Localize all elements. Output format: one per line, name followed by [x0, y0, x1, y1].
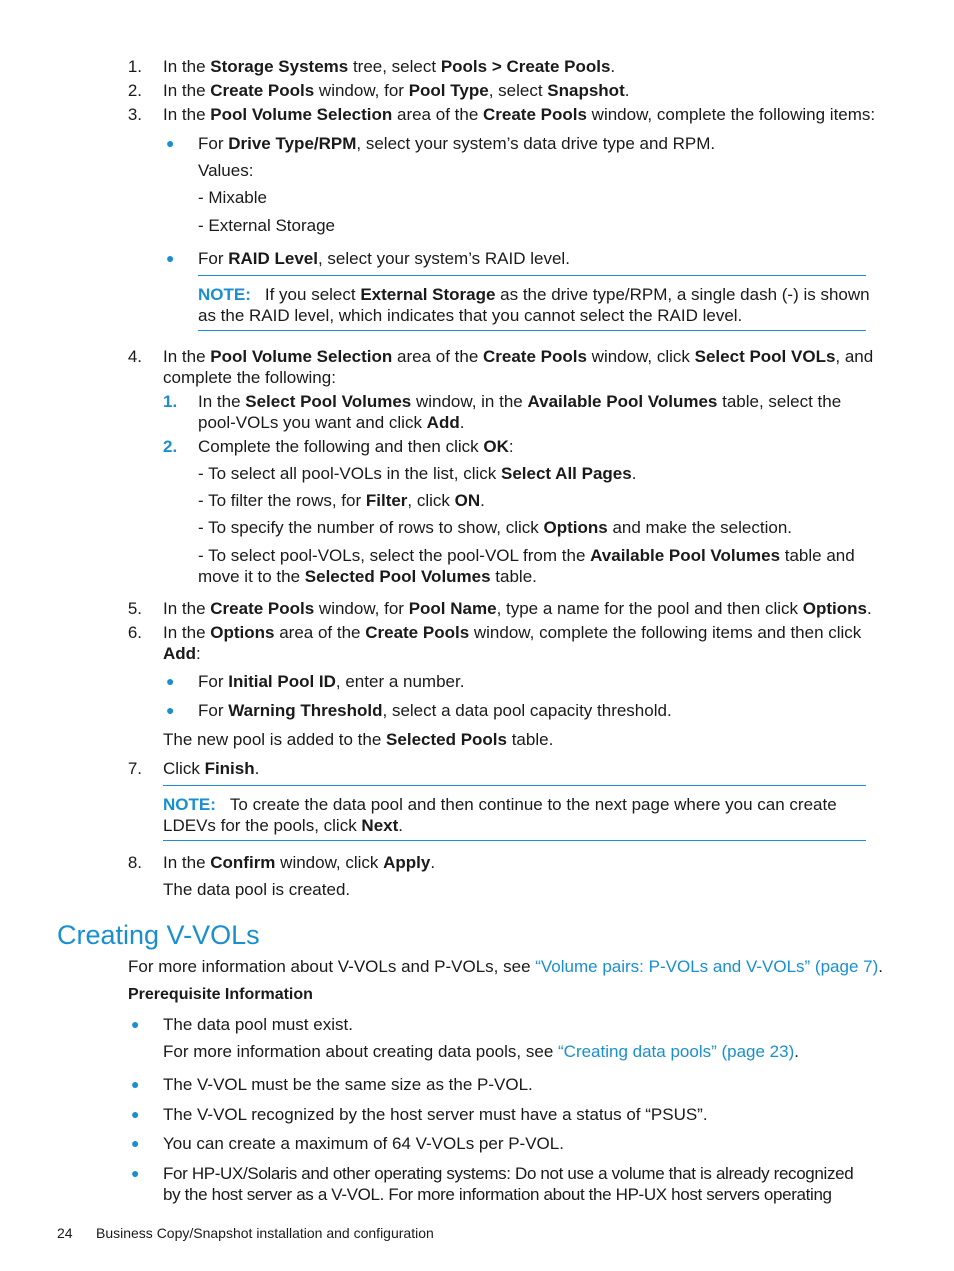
- prereq-item: For HP-UX/Solaris and other operating systems: Do not use a volume that is already recognized: [163, 1164, 854, 1183]
- dash-item: - To select all pool-VOLs in the list, click Select All Pages.: [198, 464, 637, 483]
- warning-threshold-item: For Warning Threshold, select a data pool capacity threshold.: [198, 701, 672, 720]
- value-item: - Mixable: [198, 188, 267, 207]
- step-number: 4.: [127, 347, 142, 366]
- page-number: 24: [57, 1225, 73, 1241]
- step-number: 3.: [127, 105, 142, 124]
- bullet-icon: ●: [131, 1165, 140, 1181]
- bullet-icon: ●: [166, 135, 175, 151]
- drive-type-item: For Drive Type/RPM, select your system’s data drive type and RPM.: [198, 134, 716, 153]
- prereq-item: You can create a maximum of 64 V-VOLs per P-VOL.: [163, 1134, 564, 1153]
- step-8-text: In the Confirm window, click Apply.: [163, 853, 436, 872]
- step-6-result: The new pool is added to the Selected Pools table.: [163, 730, 554, 749]
- initial-pool-id-item: For Initial Pool ID, enter a number.: [198, 672, 465, 691]
- creating-data-pools-link[interactable]: “Creating data pools” (page 23): [558, 1042, 795, 1061]
- step-6-line-2: Add:: [163, 644, 201, 663]
- step-number: 5.: [127, 599, 142, 618]
- step-6-text: In the Options area of the Create Pools window, complete the following items and then click: [163, 623, 862, 642]
- dash-item: - To specify the number of rows to show, click Options and make the selection.: [198, 518, 792, 537]
- note-top-rule: [163, 785, 866, 786]
- raid-level-item: For RAID Level, select your system’s RAID level.: [198, 249, 570, 268]
- substep-2-text: Complete the following and then click OK:: [198, 437, 514, 456]
- step-1-text: In the Storage Systems tree, select Pools > Create Pools.: [163, 57, 616, 76]
- bullet-icon: ●: [131, 1076, 140, 1092]
- bullet-icon: ●: [131, 1016, 140, 1032]
- bullet-icon: ●: [166, 673, 175, 689]
- footer-title: Business Copy/Snapshot installation and configuration: [96, 1225, 434, 1241]
- section-heading: Creating V-VOLs: [57, 920, 260, 950]
- note-2-line-2: LDEVs for the pools, click Next.: [163, 816, 404, 835]
- substep-number: 2.: [163, 437, 178, 456]
- substep-number: 1.: [163, 392, 178, 411]
- prereq-item-line-2: by the host server as a V-VOL. For more information about the HP-UX host servers operating: [163, 1185, 832, 1204]
- prereq-item-more: For more information about creating data pools, see “Creating data pools” (page 23).: [163, 1042, 799, 1061]
- dash-item: - To select pool-VOLs, select the pool-VOL from the Available Pool Volumes table and: [198, 546, 855, 565]
- bullet-icon: ●: [131, 1106, 140, 1122]
- note-bottom-rule: [198, 330, 866, 331]
- step-number: 2.: [127, 81, 142, 100]
- step-number: 8.: [127, 853, 142, 872]
- step-3-text: In the Pool Volume Selection area of the Create Pools window, complete the following items:: [163, 105, 876, 124]
- note-1-line-2: as the RAID level, which indicates that you cannot select the RAID level.: [198, 306, 743, 325]
- substep-1-text: In the Select Pool Volumes window, in the Available Pool Volumes table, select the: [198, 392, 842, 411]
- step-number: 7.: [127, 759, 142, 778]
- step-7-text: Click Finish.: [163, 759, 260, 778]
- note-2-line-1: NOTE: To create the data pool and then continue to the next page where you can create: [163, 795, 837, 814]
- bullet-icon: ●: [131, 1135, 140, 1151]
- bullet-icon: ●: [166, 702, 175, 718]
- prereq-item: The V-VOL recognized by the host server must have a status of “PSUS”.: [163, 1105, 708, 1124]
- step-4-text: In the Pool Volume Selection area of the Create Pools window, click Select Pool VOLs, and: [163, 347, 874, 366]
- step-2-text: In the Create Pools window, for Pool Type, select Snapshot.: [163, 81, 630, 100]
- note-bottom-rule: [163, 840, 866, 841]
- note-1-line-1: NOTE: If you select External Storage as the drive type/RPM, a single dash (-) is shown: [198, 285, 870, 304]
- step-4-line-2: complete the following:: [163, 368, 336, 387]
- intro-paragraph: For more information about V-VOLs and P-VOLs, see “Volume pairs: P-VOLs and V-VOLs” (page 7).: [128, 957, 883, 976]
- prereq-item: The V-VOL must be the same size as the P-VOL.: [163, 1075, 533, 1094]
- step-5-text: In the Create Pools window, for Pool Name, type a name for the pool and then click Options.: [163, 599, 872, 618]
- step-number: 6.: [127, 623, 142, 642]
- values-label: Values:: [198, 161, 254, 180]
- volume-pairs-link[interactable]: “Volume pairs: P-VOLs and V-VOLs” (page 7): [535, 957, 879, 976]
- step-8-result: The data pool is created.: [163, 880, 351, 899]
- note-top-rule: [198, 275, 866, 276]
- value-item: - External Storage: [198, 216, 336, 235]
- dash-item-line-2: move it to the Selected Pool Volumes table.: [198, 567, 537, 586]
- bullet-icon: ●: [166, 250, 175, 266]
- substep-1-line-2: pool-VOLs you want and click Add.: [198, 413, 465, 432]
- step-number: 1.: [127, 57, 142, 76]
- prerequisite-heading: Prerequisite Information: [128, 986, 313, 1003]
- prereq-item: The data pool must exist.: [163, 1015, 353, 1034]
- dash-item: - To filter the rows, for Filter, click ON.: [198, 491, 485, 510]
